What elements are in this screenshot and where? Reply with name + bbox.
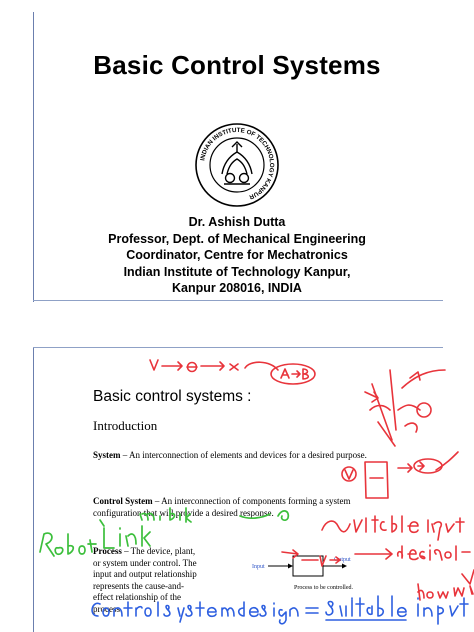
system-def-text: – An interconnection of elements and devices for a desired purpose.: [120, 450, 367, 460]
author-title: Professor, Dept. of Mechanical Engineering: [108, 231, 366, 246]
slide-title: Basic control systems :: [93, 388, 252, 405]
process-block-diagram: [252, 548, 362, 584]
process-definition: [93, 546, 203, 615]
process-term: Process: [93, 546, 122, 556]
author-address: Kanpur 208016, INDIA: [172, 281, 302, 295]
author-name: Dr. Ashish Dutta: [188, 215, 286, 229]
intro-heading: Introduction: [93, 418, 158, 433]
process-def-text: – The device, plant, or system under control. The input and output relationship represents the cause-and-effect relationship of the process.: [93, 546, 197, 614]
control-system-definition: [93, 496, 363, 519]
slide-frame-top: [33, 347, 443, 348]
author-institute: Indian Institute of Technology Kanpur,: [123, 264, 351, 279]
system-term: System: [93, 450, 121, 460]
author-block: [0, 214, 474, 297]
slide-title: Basic Control Systems: [93, 50, 381, 80]
diagram-input-label: Input: [252, 564, 265, 570]
author-role: Coordinator, Centre for Mechatronics: [126, 248, 348, 262]
seal-text: INDIAN INSTITUTE OF TECHNOLOGY KANPUR: [199, 126, 276, 201]
iit-kanpur-seal-icon: [194, 122, 280, 208]
slide-frame-bottom: [33, 300, 443, 301]
diagram-output-label: Output: [334, 557, 351, 563]
slide-frame-left: [33, 348, 34, 632]
content-slide: [0, 340, 474, 632]
process-block: [293, 556, 323, 576]
diagram-caption: Process to be controlled.: [294, 585, 353, 591]
control-system-def-text: – An interconnection of components forming a system configuration that will provide a desired response.: [93, 496, 351, 518]
system-definition: [93, 450, 393, 462]
control-system-term: Control System: [93, 496, 153, 506]
hw-robot-link: [0, 0, 1, 1]
